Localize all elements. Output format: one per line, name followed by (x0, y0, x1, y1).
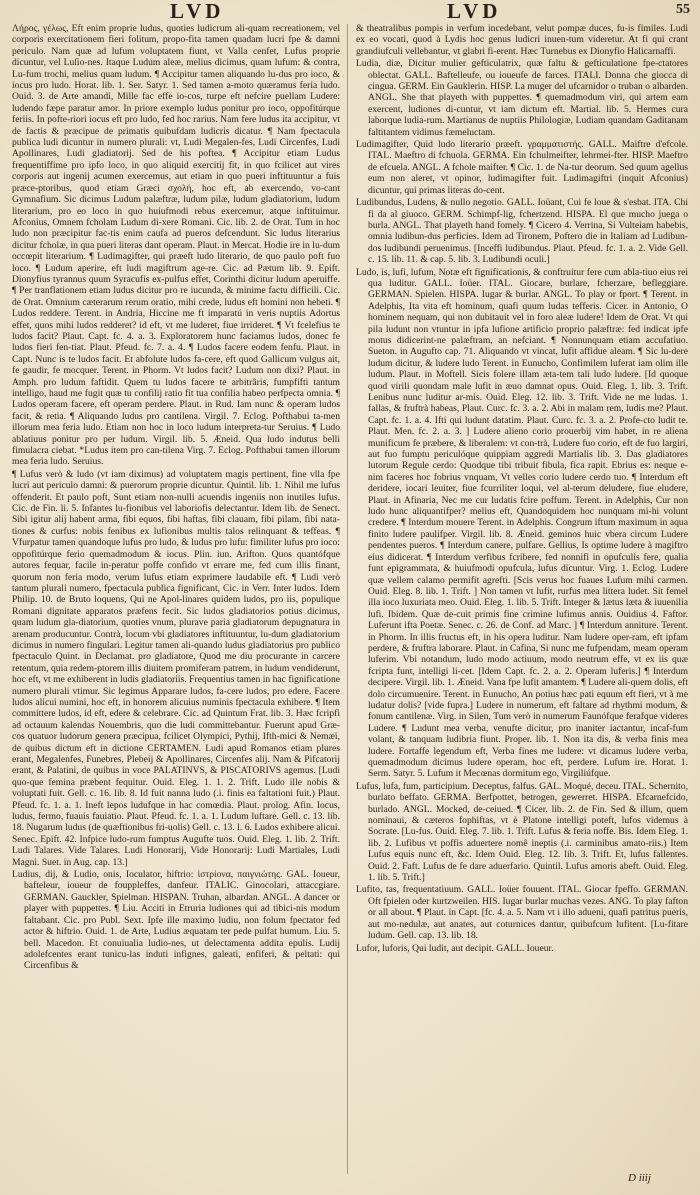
left-paragraph-1: Λήρος, γέλως, Eft enim proprie ludus, quoties ludicrum ali-quam recreationem, vel corporis exercitationem fieri folitum, propo-fita tamen quadam lucri fpe & damni periculo. Nam quæ ad lufum voluptatem fiunt, vt Valla cenfet, Lufus proprie dicuntur, vel Luſio-nes. Itaque Ludum aleæ, melius dicimus, quam lufum: & contra, Lu-fum trochi, melius quam ludum. ¶ Accipitur tamen aliquando lu-dus pro ioco, & iocus pro ludo. Horat. lib. 1. Ser. Satyr. 1. Sed tamen a-moto quæramus feria ludo. Ouid. 3. de Arte amandi, Mille fac effe io-cos, turpe eft nefcire puellam Ludere: ludendo fæpe paratur amor. In priore exemplo ludus ponitur pro ioco, oppofitúrque feriis. In pofte-riori iocus eft pro ludo, fed hoc rarius. Nam fere ludus ita accipitur, vt de factis & præcipue de primatis quibufdam ludicris dicatur. ¶ Nam fpectacula publica ludi dicuntur in numero plurali: vt, Ludi Megalen-fes, Ludi Circenfes, Ludi Apollinares, Ludi gladiatorij. Sed de his poftea. ¶ Accipitur etiam Ludus frequentiffime pro ipfo loco, in quo aliquid exercitij fit, in quo fcilicet aut vires corporis aut ingenij acumen exercemus, aut etiam in quo pueri inftituuntur a fuis præce-ptoribus, quod etiam Græci σχολή, hoc eft, ab exercendo, vo-cant Gymnafium. Sic dicimus Ludum palæftræ, ludum pilæ, ludum gladiatorium, ludum literarium, pro eo loco in quo huiufmodi rebus exercemur, atque inftituimur. Afconius, Omnem fcholam Ludum di-xere Romani. Cic. lib. 2. de Orat. Tum in hoc ludo non præcipitur fac-tis enim caufa ad pueros defcendunt. Sic ludus literarius dicitur fcholæ, in qua pueri literas dant operam. Plaut. in Mercat. Hodie ire in lu-dum occœpit literarium. ¶ Ludimagifter, qui præeft ludo literario, de quo paulo poft fuo loco. ¶ Ludum aperire, eft ludi magiftrum age-re. Cic. ad Pætum lib. 9. Epift. Dionyfius tyrannus quum Syracufis ex-pulfus effet, Corinthi dicitur ludum aperuiffe. ¶ Per tranflationem etiam ludus dicitur pro re iucunda, & minime factu difficili. Cic. de Orat. Omnium cæterarum rerum oratio, mihi crede, ludus eft homini non hebeti. ¶ Ludos reddere. Terent. in Andria, Hiccine me ft imparatú in veris nuptiis Adortus effet, quos mihi ludos redderet? id eft, vt me luderet, fiue irrideret. ¶ Vt fcelefius te ludos facit? Plaut. Capt. fc. 4. a. 3. Exploratorem hunc faciamus ludos, donec fe ludos fieri fen-tiat. Plaut. Pfeud. fc. 7. a. 4. ¶ Ludos facere eodem fenfu. Plaut. in Capt. Nunc is te ludos facit. Et abfolute ludos fa-cere, eft quod Gallicum vulgus ait, fe gaudir, fe mocquer. Terent. in Phorm. Vt ludos facit? Ludum non dixi? Plaut. in Amph. pro ludum faftidit. Quem tu ludos facere te arbitrâris, fumpfifti tantum intelligo, haud me fugit quæ tu confilij ratio fit tua confilia habeo perfpecta omnia. ¶ Ludos operam facere, eft operam perdere. Plaut. in Rud. Iam nunc & operam ludos facit, & retia. ¶ Aliquando ludus pro cantilena. Virgil. 7. Eclog. Pofthabui ta-men illorum mea feria ludo. Etiam non hoc in loco ludum interpreta-tur Seruius. ¶ Ludo ablatiuus ponitur pro per ludum. Virgil. lib. 5. Æneid. Qua ludo indutus belli fimulacra ciebat. *Ludus item pro can-tilena Virg. 7. Eclog. Pofthabui tamen illorum mea feria ludo. Seruius. (12, 23, 340, 468)
left-column (12, 23, 340, 1178)
page-number: 55 (676, 2, 690, 17)
running-head-left: LVD (170, 0, 225, 23)
entry-ludimagister: Ludimagifter, Quid ludo literario præeft. γραμματιστής. GALL. Maiftre d'efcole. ITAL. Maeftro di fchuola. GERMA. Ein fchulmeifter, lehrmei-fter. HISP. Maeftro de efcuela. ANGL. A fchole maifter. ¶ Cic. 1. de Na-tur deorum. Sed quum agellus eum non aleret, vt opinor, ludimagifter fuit. Ludimagiftri (inquit Afconius) dicuntur, qui primas literas do-cent. (356, 139, 688, 196)
right-lead-paragraph: & theatralibus pompis in verfum incedebant, velut pompæ duces, fu-is fimiles. Ludi ex eo vocati, quod à Lydis hoc genus ludicri inuen-tum videretur. At fi qui crant grandiufculi vellebantur, vt glabri fi-erent. Hæc Turnebus ex Dionyfio Halicarnaffi. (356, 23, 688, 57)
entry-ludius: Ludius, dij, & Ludio, onis, Ioculator, hiftrio: ἱστρίονα, παιγνιώτης. GAL. Ioueur, bafteleur, ioueur de fouppleffes, danfeur. ITALIC. Ginocolari, attaccgiare. GERMAN. Gauckler, Spielman. HISPAN. Truhan, albardan. ANGL. A dancer or player with puppettes. ¶ Liu. Acciti in Etruria ludiones qui ad tibici-nis modum faltabant. Cic. pro Publ. Sext. Ipfe ille maximo ludiu, non folum fpectator fed actor & hiftrio. Ouid. 1. de Arte, Ludius æquatam ter pede pulfat humum. Liu. 5. bell. Macedon. Et conuiualia ludio-nes, ut delectamenta addita epulis. Ludij adolefcentes erant tunicu-las induti infignes, galeati, enfiferi, & peltati: qui Circenfibus & (12, 869, 340, 972)
entry-lusito: Lufito, tas, frequentatiuum. GALL. Ioüer fouuent. ITAL. Giocar fpeffo. GERMAN. Oft fpielen oder kurtzweilen. HIS. Iugar burlar muchas vezes. ANG. To play fafton or all about. ¶ Plaut. in Capt. [fc. 4. a. 5. Nam vt i illo adueni, quafi patritus pueris, aut mo-nedulæ, aut anates, aut coturnices dantur, quibufcum lufitent. [Lu-fitare ludum. Gell. cap. 13. lib. 18. (356, 884, 688, 942)
right-column (356, 23, 688, 1173)
entry-ludia: Ludia, diæ, Dicitur mulier gefticulatrix, quæ faltu & gefticulatione fpe-ctatores oblectat. GALL. Baftelleufe, ou ioueufe de farces. ITALI. Donna che giocca di cingua. GERM. Ein Gauklerin. HISP. La muger del ufcarnidor o truban o albarden. ANGL. She that playeth with puppettes. ¶ quemadmodum viri, qui artem eam exercent, ludiones di-cuntur, vt iam dictum eft. Martial. lib. 5. Hermes cura laborque ludia-rum. Martianus de nuptiis Philologiæ, Ludiam quandam Gaditanam faltitantem vidimus fæmeluctam. (356, 58, 688, 138)
left-paragraph-2: ¶ Lufus verò & ludo (vt iam diximus) ad voluptatem magis pertinent, fine vlla fpe lucri aut periculo damni: & puerorum proprie dicuntur. Quintil. lib. 1. Nihil me lufus offenderit. Et paulo poft, Sunt etiam non-nulli acuendis ingeniis non inutiles lufus. Cic. de Fin. li. 5. Infantes lu-fionibus vel laboriofis delectantur. Idem lib. de Senect. Sibi igitur alij habent arma, fibi equos, fibi haftas, fibi clauam, fibi pilam, fibi nata-tiones & curfus: nobis fenibus ex lufionibus multis talos relinquant & teffeas. ¶ Vfurpatur tamen quandoque lufus pro ludo, & ludus pro lufu: fimiliter lufus pro ioco: oppofitúrque ferio quemadmodum & iocus. Plin. iun. Arifton. Quos quantófque autores fequar, facile in-peratur poffe confido vt errare me, fed cum illis finant, quorum non feria modo, verum lufus etiam exprimere laudabile eft. ¶ Ludi verò tantum plurali numero, fpectacula publica fignificant, Cic. in Verr. Inter ludos. Idem Philip. 10. de Bruto loquens, Qui ne Apol-linares quidem ludos, pro iis, populique Romani dignitate apparatos præfens fecit. Sic ludos gladiatorios potius dicimus, quam ludum gla-diatorium, quoties vnum, plurave paria gladiatorum depugnatura in arenam producuntur. Contrà, locum vbi gladiatores inftituuntur, lu-dum gladiatorium dicimus in numero fingulari. Legitur tamen ali-quando ludus gladiatorius pro publico fpectaculo Quint. in Declamat. pro gladiatore, Quod me diu procurante in carcere retentum, quia redem-ptorem illis diuitem promiferam patrem, in ludum vendiderunt, hoc eft, vt me exhiberent in ludis gladiatoriis. Frequentius tamen in hac fignificatione numero plurali vtimur. Sic legimus Apparare ludos, fa-cere ludos, pro edere. Facere ludos alicui numini, hoc eft, in honorem alicuius numinis fpectacula exhibere. ¶ Item committere ludos, id eft, edere & celebrare. Cic. ad Quintum Frat. lib. 3. Hæc fcripfi ad octauum kalendas Nouembris, quo die ludi committebantur. Fuerunt apud Græ-cos quatuor ludorum genera præcipua, fcilicet Olympici, Pythij, Ifth-mici & Nemæi, de quibus dictum eft in dictione CERTAMEN. Ludi apud Romanos etiam plures erant, Megalenfes, Funebres, Plebeij & Apollinares, Circenfes alij. Nam & Pifcatorij erant, & Palatini, de quibus in voce PALATINVS, & PISCATORIVS agemus. [Ludi quo-que femina præbent fequitur. Ouid. Eleg. 1. 1. 2. Trift. Ludo ille nobis & voluptati fuit. Gell. c. 16. lib. 8. Id fuit nanna ludo (.i. finis ea faltationi fuit.) Plaut. Pfeud. fc. 1. a. 1. Ineft lepos ludufque in hac comœdia. Plaut. prolog. Afin. Iocus, ludus, fermo, fuauis fauiatio. Plaut. Pfeud. fc. 1. a. 1. Ludum luftare. Gell. c. 13. lib. 18. Nugarum ludus (de quæftionibus fri-uolis) Gell. c. 13. l. 6. Ludos exhibere alicui. Senec. Epift. 42. Infpice ludo-rum fumptus Augufte tuos. Ouid. Eleg. 1. lib. 2. Trift. Ludi Talares. Vide Talares. Ludi Honorarij, Vide Honorarij: Ludi Martiales, Ludi Magni. Suet. in Aug. cap. 13.] (12, 468, 340, 868)
entry-lusor: Lufor, luforis, Qui ludit, aut decipit. GALL. Ioueur. (356, 942, 554, 954)
signature-mark: D iiij (628, 1172, 651, 1184)
entry-lusus: Lufus, lufa, fum, participium. Deceptus, falfus. GAL. Moqué, deceu. ITAL. Schernito, burlato beffato. GERMA. Berfpottet, betrogen, gewerret. HISPA. Efcarnefcido, burlado. ANGL. Mocked, de-ceiued. ¶ Cicer. lib. 2. de Fin. Sed & illum, quem nominaui, & cæteros fophiftas, vt è Platone intelligi poteft, lufos videmus à Socrate. [Lu-fus. Ouid. Eleg. 7. lib. 1. Trift. Lufus & feria noffe. Bis. Idem Eleg. 1. lib. 2. Lufibus vt poffis aduertere nomê ineptis (.i. carminibus amato-riis.) Item Lufus equis nunc eft, &c. Idem Ouid. Eleg. 12. lib. 3. Trift. Et, lufus fallentes. Ouid. 2. Faft. Lufus de fe dare aduerfario. Quintil. Lufus amoris abeft. Ouid. Eleg. 1. lib. 5. Trift.] (356, 780, 688, 884)
entry-ludibundus: Ludibundus, Ludens, & nullo negotio. GALL. Ioüant, Cui fe loue & s'esbat. ITA. Chi fi da al giuoco. GERM. Schimpf-lig, fchertzend. HISPA. El que mucho juega o burla. ANGL. That playeth hand fomely. ¶ Cicero 4. Verrina, Si Vulteiam habebis, omnia ludibun-dus perficies. Idem ad Tironem, Poftero die in Italiam ad Ludibun-dos ludibundi peruenimus. [Inceffi ludibundus. Plaut. Pfeud. fc. 1. a. 2. Vide Gell. c. 15. lib. 11. & cap. 5. lib. 3. Ludibundi oculi.] (356, 197, 688, 266)
column-divider (347, 24, 348, 1174)
entry-ludo: Ludo, is, lufi, lufum, Notæ eft fignificationis, & conftruitur fere cum abla-tiuo eius rei qua luditur. GALL. Ioüer. ITAL. Giocare, burlare, fcherzare, befleggiare. GERMAN. Spielen. HISPA. Iugar & burlar. ANGL. To play or fport. ¶ Terent. in Adelphis, Ita vita eft hominum, quafi quum ludas tefferis. Cicer. in Antonio, O hominem nequam, qui non dubitauit vel in foro aleæ ludere! Idem de Orat. Vt qui pila ludunt non vtuntur in ipfa lufione artificio proprio palæftræ: fed indicat ipfe motus didicerint-ne palæftram, an nefciant. ¶ Nonnunquam etiam accufatiuo. Sueton. in Augufto cap. 71. Aliquando vt vincat, lufit affidue aleam. ¶ Sic lu-dere ludum dicitur, & ludere ludo Terent. in Eunucho, Confimilem luferat iam olim ille ludum. Plaut. in Moftell. Sicis folere illam æta-tem tali ludo ludere. [Id quoque quod virili quondam male lufit in æuo damnat opus. Ouid. Eleg. 1. lib. 3. Trift. Lenibus nunc luditur ar-mis. Ouid. Eleg. 12. lib. 3. Trift. Vide ne me ludas. 1. fallas, & fruftrà habeas, Plaut. Curc. fc. 3. a. 2. Abi in malam rem, ludis me? Plaut. Capt. fc. 1. a. 4. Ifti qui ludunt datatim. Plaut. Curc. fc. 3. a. 2. Profe-cto ludit te. Plaut. Men. fc. 2. a. 3. ] Ludere alieno corio prouerbij vim habet, in re aliena munificum fe præbere, & liberalem: vt con-trà, Ludere fuo corio, eft de fuo largiri, aut fuo fumptu periculóque quippiam aggredi Martialis lib. 3. Das gladiatores lutorum Regule cerdo: Quodque tibi tribuit fibula, fica rapit. Ebrius es: neque e-nim faceres hoc fobrius vnquam, Vt velles corio ludere cerdo tuo. ¶ Interdum eft deridere, iocari leuiter, fiue fcurriliter loqui, vel al-terum deludere, fiue eludere, Plaut. in Afinaria, Nec me cur ludatis fcire poffum. Terent. in Adelphis, Cur non ludo hunc aliquantifper? melius eft, Quandoquidem hoc nunquam mi-hi volunt credere. ¶ Interdum mouere Terent. in Adelphis. Congrum iftum maximum in aqua finito ludere paulifper. Virgil. lib. 8. Æneid. geminos huic vbera circum Ludere pendentes pueros. ¶ Interdum canere, pulfare. Gellius, Is optime ludere à magiftro eius didicerat. ¶ Interdum verfibus fcribere, fed nonnifi in opufculis fere, qualia funt epigrammata, & huiufmodi opufcula, lufus dicuntur. Virg. 1. Eclog. Ludere quæ vellem calamo permifit agrefti. [Scis verus hoc fuaues Lufum mihi carmen. Ouid. Eleg. 8. lib. 1. Trift. ] Non tamen vt lufit, rurfus mea littera ludet. Sit femel illa ioco luxuriata meo. Ouid. Eleg. 1. lib. 5. Trift. Integer & lætus læta & iuuenilia lufi. Ibidem. Quæ de-cuit primis fine crimine lufimus annis. Ouidius 4. Faftor. Luferunt ifta Poetæ. Senec. c. 26. de Conf. ad Marc. ] ¶ Interdum anniture. Terent. in Phorm. In illis fructus eft, in his opera luditur. Nam ludere oper-ram, eft ipfam perdere, & fruftra laborare. Plaut. in Cafina, Si nunc me fufpendam, meam operam luferim. Vbi notandum, ludo modo actiuum, modo neutrum effe, vt ex iis quæ fcripta funt, intelligi li-cet. [Idem Capt. fc. 2. a. 2. Operam luferis.] ¶ Interdum decipere. Virgil. lib. 1. Æneid. Vana fpe lufit amantem. ¶ Ludere ali-quem dolis, eft dolo circumuenire. Terent. in Eunucho, An potius hæc pati equum eft fieri, vt à me ludatur dolis? [vide fupra.] Ludere in numerum, eft faltare ad rhythmi modum, & fonum cantilenæ. Virg. in Silen, Tum verò in numerum Faunófque ferafque videres Ludere. ¶ Ludunt mea verba, venufte dicitur, pro inaniter iactantur, incaf-fum volant, & tanquam ludibria fiunt. Proper. lib. 1. Non ita dis, & verba finis mea ludere. Fortaffe legendum eft, Verba fines me ludere: vt dicamus ludere verba, quemadmodum dicimus ludere operam, hoc eft, perdere. Lufum ire. Horat. 1. Serm. Satyr. 5. Lufum it Mecœnas dormitum ego, Virgiliúfque. (356, 266, 688, 780)
page-header (0, 0, 700, 22)
running-head-right: LVD (447, 0, 502, 23)
